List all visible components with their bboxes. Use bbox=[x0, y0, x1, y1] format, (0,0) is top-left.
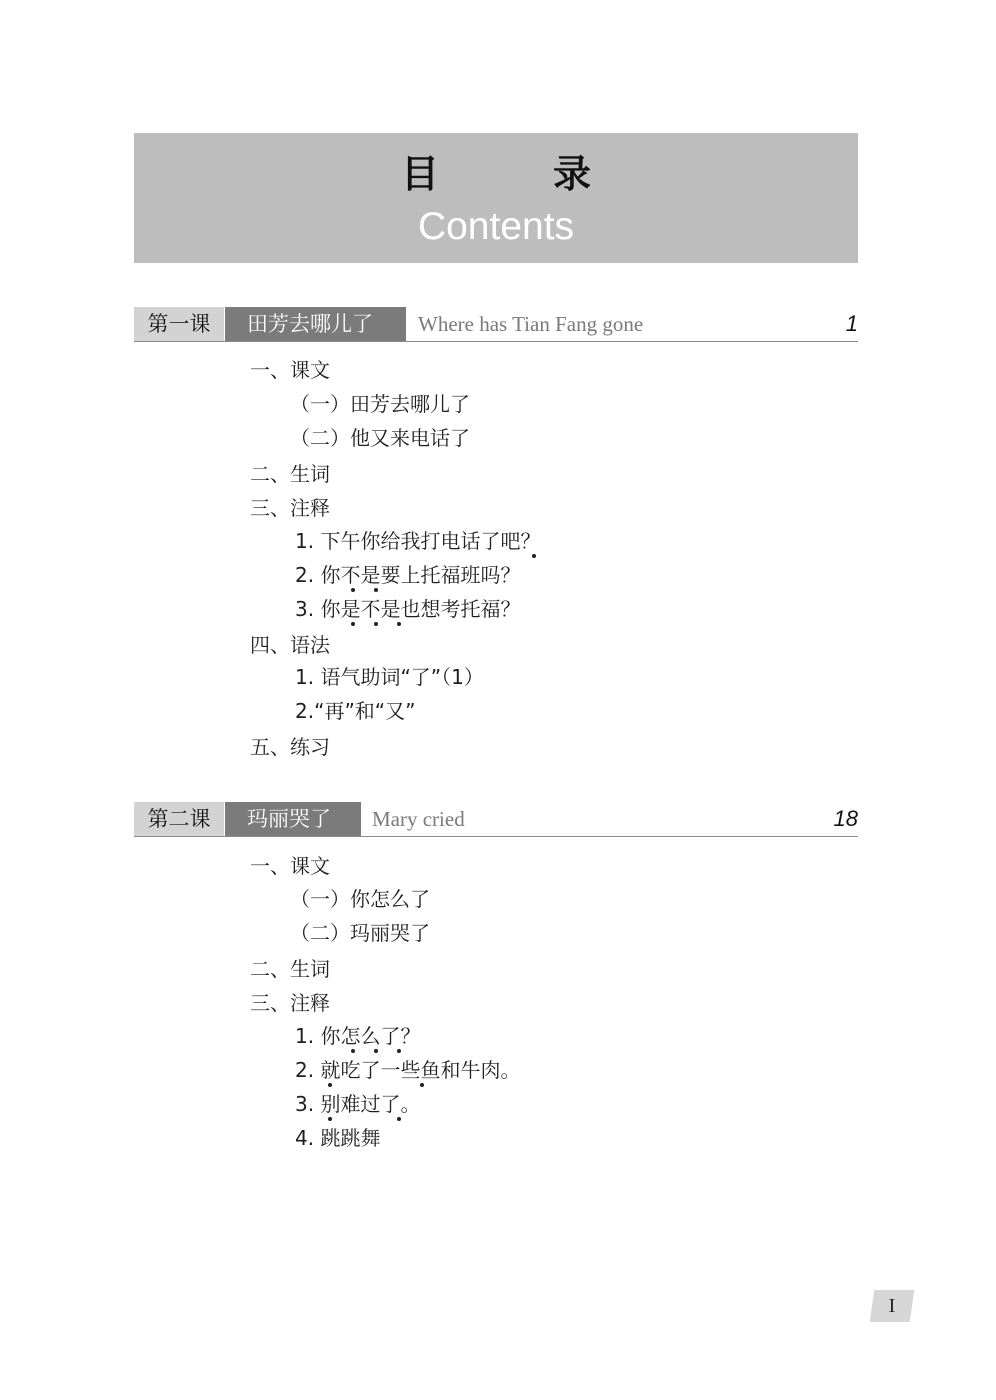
emphasis-dot bbox=[397, 1049, 401, 1053]
toc-item[interactable]: （一）田芳去哪儿了 bbox=[290, 392, 470, 416]
page-number: I bbox=[888, 1295, 896, 1317]
lesson-page-number: 1 bbox=[845, 311, 858, 336]
toc-item[interactable]: 3. 你是不是也想考托福？ bbox=[295, 597, 521, 621]
toc-item[interactable]: 五、练习 bbox=[250, 735, 330, 759]
toc-item[interactable]: 四、语法 bbox=[250, 633, 330, 657]
emphasis-dot bbox=[351, 588, 355, 592]
emphasis-dot bbox=[374, 588, 378, 592]
emphasis-dot bbox=[351, 622, 355, 626]
toc-item[interactable]: 1. 你怎么了？ bbox=[295, 1024, 421, 1048]
contents-title-zh: 目 录 bbox=[400, 152, 629, 196]
lesson-1-header[interactable] bbox=[134, 307, 858, 342]
toc-item[interactable]: 3. 别难过了。 bbox=[295, 1092, 421, 1116]
emphasis-dot bbox=[397, 1117, 401, 1121]
emphasis-dot bbox=[532, 554, 536, 558]
emphasis-dot bbox=[328, 1117, 332, 1121]
emphasis-dot bbox=[397, 622, 401, 626]
lesson-title-en: Mary cried bbox=[372, 807, 465, 831]
toc-item[interactable]: 4. 跳跳舞 bbox=[295, 1126, 381, 1150]
toc-item[interactable]: 三、注释 bbox=[250, 496, 330, 520]
lesson-2-header[interactable] bbox=[134, 802, 858, 837]
toc-item[interactable]: 2. 你不是要上托福班吗？ bbox=[295, 563, 521, 587]
toc-item[interactable]: 一、课文 bbox=[250, 854, 330, 878]
emphasis-dot bbox=[420, 1083, 424, 1087]
toc-item[interactable]: （一）你怎么了 bbox=[290, 887, 430, 911]
toc-item[interactable]: 2. 就吃了一些鱼和牛肉。 bbox=[295, 1058, 521, 1082]
lesson-page-number: 18 bbox=[833, 806, 858, 831]
emphasis-dot bbox=[374, 622, 378, 626]
toc-item[interactable]: 三、注释 bbox=[250, 991, 330, 1015]
toc-item[interactable]: 二、生词 bbox=[250, 957, 330, 981]
lesson-number: 第一课 bbox=[134, 307, 224, 341]
contents-title-en: Contents bbox=[417, 205, 575, 248]
toc-item[interactable]: 1. 语气助词“了”（1） bbox=[295, 665, 484, 689]
toc-item[interactable]: 1. 下午你给我打电话了吧？ bbox=[295, 529, 541, 553]
toc-item[interactable]: （二）他又来电话了 bbox=[290, 426, 470, 450]
toc-item[interactable]: （二）玛丽哭了 bbox=[290, 921, 430, 945]
emphasis-dot bbox=[374, 1049, 378, 1053]
lesson-title: 田芳去哪儿了 bbox=[225, 307, 406, 341]
emphasis-dot bbox=[351, 1049, 355, 1053]
lesson-title-en: Where has Tian Fang gone bbox=[418, 312, 644, 336]
toc-item[interactable]: 二、生词 bbox=[250, 462, 330, 486]
contents-banner bbox=[134, 133, 858, 263]
lesson-title: 玛丽哭了 bbox=[225, 802, 361, 836]
toc-item[interactable]: 一、课文 bbox=[250, 358, 330, 382]
toc-item[interactable]: 2.“再”和“又” bbox=[295, 699, 416, 723]
lesson-number: 第二课 bbox=[134, 802, 224, 836]
emphasis-dot bbox=[328, 1083, 332, 1087]
